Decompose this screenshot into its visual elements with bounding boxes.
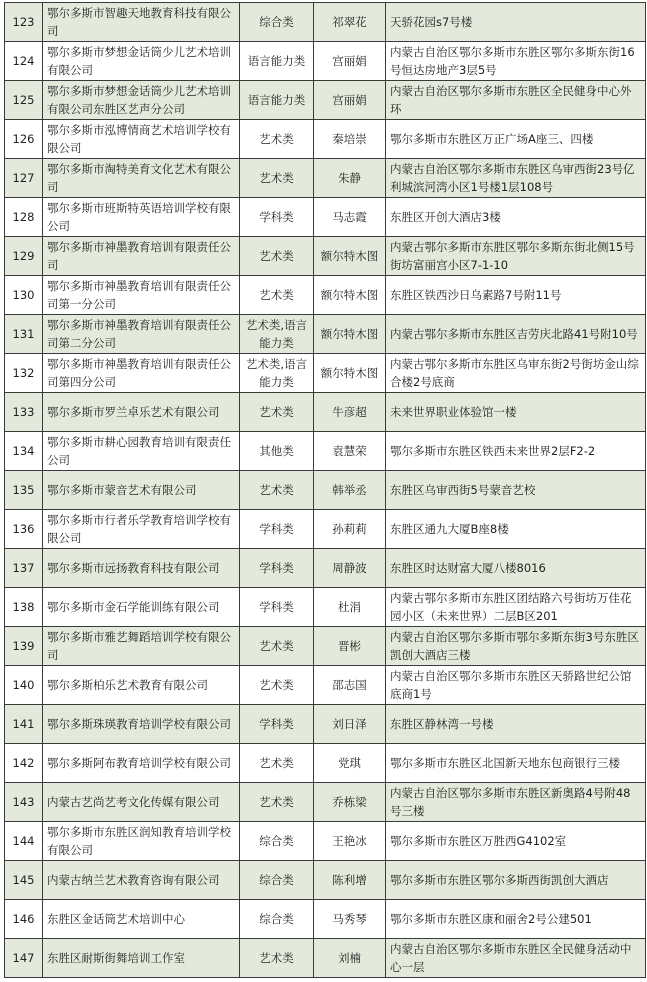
table-row [5, 315, 646, 354]
cell-institution-name: 内蒙古纳兰艺术教育咨询有限公司 [43, 861, 240, 900]
table-row [5, 627, 646, 666]
cell-number: 134 [5, 432, 43, 471]
cell-institution-name: 鄂尔多斯市神墨教育培训有限责任公司第一分公司 [43, 276, 240, 315]
cell-address: 东胜区铁西沙日乌素路7号附11号 [386, 276, 646, 315]
cell-address: 未来世界职业体验馆一楼 [386, 393, 646, 432]
cell-institution-name: 鄂尔多斯市神墨教育培训有限责任公司第四分公司 [43, 354, 240, 393]
cell-number: 131 [5, 315, 43, 354]
cell-legal-representative: 乔栋梁 [314, 782, 386, 821]
table-row [5, 432, 646, 471]
cell-institution-name: 鄂尔多斯市梦想金话筒少儿艺术培训有限公司 [43, 42, 240, 81]
cell-category: 艺术类 [240, 159, 314, 198]
table-row [5, 81, 646, 120]
cell-institution-name: 鄂尔多斯市东胜区润知教育培训学校有限公司 [43, 821, 240, 860]
cell-number: 124 [5, 42, 43, 81]
cell-institution-name: 鄂尔多斯市耕心园教育培训有限责任公司 [43, 432, 240, 471]
cell-legal-representative: 宫丽娟 [314, 81, 386, 120]
cell-legal-representative: 党琪 [314, 744, 386, 783]
cell-institution-name: 鄂尔多斯市泓博情商艺术培训学校有限公司 [43, 120, 240, 159]
cell-category: 学科类 [240, 510, 314, 549]
table-body [5, 3, 646, 978]
table-row [5, 42, 646, 81]
cell-number: 138 [5, 588, 43, 627]
cell-category: 语言能力类 [240, 42, 314, 81]
table-row [5, 510, 646, 549]
cell-number: 127 [5, 159, 43, 198]
cell-number: 147 [5, 938, 43, 977]
cell-institution-name: 鄂尔多斯珠瑛教育培训学校有限公司 [43, 705, 240, 744]
table-row [5, 3, 646, 42]
cell-category: 艺术类 [240, 471, 314, 510]
cell-number: 141 [5, 705, 43, 744]
cell-legal-representative: 朱静 [314, 159, 386, 198]
table-row [5, 666, 646, 705]
cell-category: 学科类 [240, 198, 314, 237]
table-row [5, 782, 646, 821]
cell-address: 鄂尔多斯市东胜区万胜西G4102室 [386, 821, 646, 860]
cell-institution-name: 鄂尔多斯市远扬教育科技有限公司 [43, 549, 240, 588]
table-row [5, 120, 646, 159]
cell-number: 128 [5, 198, 43, 237]
table-row [5, 276, 646, 315]
cell-address: 内蒙古自治区鄂尔多斯市东胜区全民健身中心外环 [386, 81, 646, 120]
cell-address: 鄂尔多斯市东胜区康和丽舍2号公建501 [386, 899, 646, 938]
cell-institution-name: 鄂尔多斯市班斯特英语培训学校有限公司 [43, 198, 240, 237]
table-row [5, 198, 646, 237]
table-row [5, 705, 646, 744]
cell-number: 135 [5, 471, 43, 510]
cell-address: 内蒙古自治区鄂尔多斯市东胜区新奥路4号附48号三楼 [386, 782, 646, 821]
cell-institution-name: 鄂尔多斯市神墨教育培训有限责任公司第二分公司 [43, 315, 240, 354]
cell-institution-name: 东胜区金话筒艺术培训中心 [43, 899, 240, 938]
cell-number: 146 [5, 899, 43, 938]
table-row [5, 899, 646, 938]
cell-legal-representative: 额尔特木图 [314, 315, 386, 354]
cell-legal-representative: 孙莉莉 [314, 510, 386, 549]
table-row [5, 861, 646, 900]
cell-category: 艺术类 [240, 276, 314, 315]
cell-number: 132 [5, 354, 43, 393]
cell-legal-representative: 额尔特木图 [314, 276, 386, 315]
cell-legal-representative: 周静波 [314, 549, 386, 588]
cell-institution-name: 鄂尔多斯市淘特美育文化艺术有限公司 [43, 159, 240, 198]
cell-category: 艺术类 [240, 666, 314, 705]
cell-address: 鄂尔多斯市东胜区北国新天地东包商银行三楼 [386, 744, 646, 783]
cell-number: 144 [5, 821, 43, 860]
table-row [5, 744, 646, 783]
cell-address: 东胜区静林湾一号楼 [386, 705, 646, 744]
cell-institution-name: 鄂尔多斯柏乐艺术教育有限公司 [43, 666, 240, 705]
cell-category: 学科类 [240, 549, 314, 588]
cell-legal-representative: 秦培崇 [314, 120, 386, 159]
cell-legal-representative: 额尔特木图 [314, 237, 386, 276]
table-row [5, 549, 646, 588]
cell-institution-name: 鄂尔多斯市雅艺舞蹈培训学校有限公司 [43, 627, 240, 666]
cell-number: 137 [5, 549, 43, 588]
cell-address: 鄂尔多斯市东胜区鄂尔多斯西街凯创大酒店 [386, 861, 646, 900]
cell-address: 东胜区乌审西街5号蒙音艺校 [386, 471, 646, 510]
cell-legal-representative: 邵志国 [314, 666, 386, 705]
cell-category: 综合类 [240, 861, 314, 900]
cell-legal-representative: 牛彦超 [314, 393, 386, 432]
cell-category: 艺术类 [240, 938, 314, 977]
cell-category: 艺术类 [240, 237, 314, 276]
cell-category: 其他类 [240, 432, 314, 471]
table-row [5, 393, 646, 432]
cell-address: 鄂尔多斯市东胜区万正广场A座三、四楼 [386, 120, 646, 159]
cell-address: 内蒙古自治区鄂尔多斯市鄂尔多斯东街3号东胜区凯创大酒店三楼 [386, 627, 646, 666]
cell-category: 艺术类 [240, 120, 314, 159]
cell-number: 125 [5, 81, 43, 120]
cell-address: 内蒙古鄂尔多斯市东胜区吉劳庆北路41号附10号 [386, 315, 646, 354]
cell-institution-name: 鄂尔多斯市智趣天地教育科技有限公司 [43, 3, 240, 42]
cell-institution-name: 东胜区耐斯街舞培训工作室 [43, 938, 240, 977]
table-row [5, 821, 646, 860]
cell-number: 143 [5, 782, 43, 821]
cell-number: 139 [5, 627, 43, 666]
cell-address: 东胜区时达财富大厦八楼8016 [386, 549, 646, 588]
cell-category: 语言能力类 [240, 81, 314, 120]
cell-category: 艺术类,语言能力类 [240, 354, 314, 393]
cell-category: 学科类 [240, 705, 314, 744]
cell-legal-representative: 祁翠花 [314, 3, 386, 42]
institution-table [4, 2, 646, 978]
cell-category: 综合类 [240, 899, 314, 938]
cell-number: 142 [5, 744, 43, 783]
cell-institution-name: 鄂尔多斯阿布教育培训学校有限公司 [43, 744, 240, 783]
cell-address: 内蒙古鄂尔多斯市东胜区乌审东街2号街坊金山综合楼2号底商 [386, 354, 646, 393]
cell-legal-representative: 刘楠 [314, 938, 386, 977]
cell-institution-name: 鄂尔多斯市罗兰卓乐艺术有限公司 [43, 393, 240, 432]
cell-number: 145 [5, 861, 43, 900]
cell-address: 东胜区开创大酒店3楼 [386, 198, 646, 237]
cell-number: 133 [5, 393, 43, 432]
cell-category: 艺术类 [240, 393, 314, 432]
cell-legal-representative: 马秀琴 [314, 899, 386, 938]
cell-legal-representative: 杜涓 [314, 588, 386, 627]
cell-address: 天骄花园s7号楼 [386, 3, 646, 42]
cell-legal-representative: 韩举丞 [314, 471, 386, 510]
cell-legal-representative: 额尔特木图 [314, 354, 386, 393]
cell-address: 内蒙古自治区鄂尔多斯市东胜区鄂尔多斯东街16号恒达房地产3层5号 [386, 42, 646, 81]
cell-address: 内蒙古鄂尔多斯市东胜区鄂尔多斯东街北侧15号街坊富丽宫小区7-1-10 [386, 237, 646, 276]
cell-number: 130 [5, 276, 43, 315]
cell-number: 123 [5, 3, 43, 42]
cell-legal-representative: 刘日泽 [314, 705, 386, 744]
cell-category: 学科类 [240, 588, 314, 627]
cell-address: 内蒙古鄂尔多斯市东胜区团结路六号街坊万佳花园小区（未来世界）二层B区201 [386, 588, 646, 627]
cell-number: 129 [5, 237, 43, 276]
cell-legal-representative: 马志霞 [314, 198, 386, 237]
cell-address: 东胜区通九大厦B座8楼 [386, 510, 646, 549]
cell-institution-name: 鄂尔多斯市神墨教育培训有限责任公司 [43, 237, 240, 276]
table-row [5, 938, 646, 977]
cell-category: 综合类 [240, 3, 314, 42]
cell-legal-representative: 袁慧荣 [314, 432, 386, 471]
cell-legal-representative: 宫丽娟 [314, 42, 386, 81]
cell-address: 内蒙古自治区鄂尔多斯市东胜区全民健身活动中心一层 [386, 938, 646, 977]
table-row [5, 354, 646, 393]
cell-address: 内蒙古自治区鄂尔多斯市东胜区天骄路世纪公馆底商1号 [386, 666, 646, 705]
cell-legal-representative: 晋彬 [314, 627, 386, 666]
table-row [5, 588, 646, 627]
cell-address: 鄂尔多斯市东胜区铁西未来世界2层F2-2 [386, 432, 646, 471]
cell-legal-representative: 陈利增 [314, 861, 386, 900]
cell-number: 126 [5, 120, 43, 159]
cell-number: 136 [5, 510, 43, 549]
table-row [5, 471, 646, 510]
cell-institution-name: 鄂尔多斯市蒙音艺术有限公司 [43, 471, 240, 510]
cell-institution-name: 鄂尔多斯市梦想金话筒少儿艺术培训有限公司东胜区艺声分公司 [43, 81, 240, 120]
cell-institution-name: 鄂尔多斯市行者乐学教育培训学校有限公司 [43, 510, 240, 549]
cell-number: 140 [5, 666, 43, 705]
cell-address: 内蒙古自治区鄂尔多斯市东胜区乌审西街23号亿利城滨河湾小区1号楼1层108号 [386, 159, 646, 198]
cell-institution-name: 鄂尔多斯市金石学能训练有限公司 [43, 588, 240, 627]
cell-category: 艺术类 [240, 627, 314, 666]
cell-legal-representative: 王艳冰 [314, 821, 386, 860]
cell-category: 艺术类 [240, 744, 314, 783]
cell-category: 艺术类,语言能力类 [240, 315, 314, 354]
cell-category: 艺术类 [240, 782, 314, 821]
table-row [5, 159, 646, 198]
table-row [5, 237, 646, 276]
cell-institution-name: 内蒙古艺尚艺考文化传媒有限公司 [43, 782, 240, 821]
cell-category: 综合类 [240, 821, 314, 860]
